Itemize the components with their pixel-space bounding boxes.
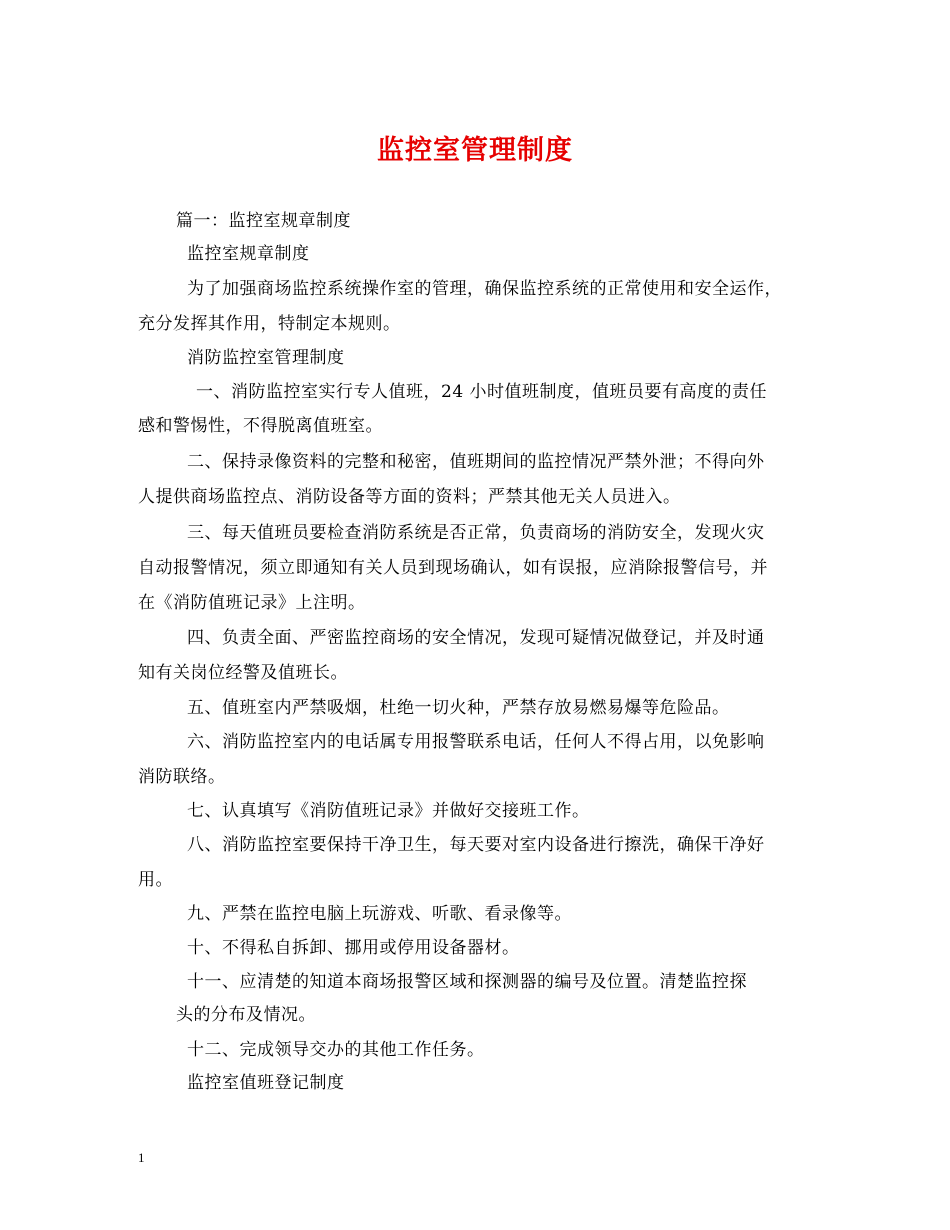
paragraph-line: 十一、应清楚的知道本商场报警区域和探测器的编号及位置。清楚监控探 <box>187 972 747 992</box>
paragraph-line: 为了加强商场监控系统操作室的管理，确保监控系统的正常使用和安全运作， <box>187 279 782 299</box>
subsection-heading: 监控室规章制度 <box>187 244 310 264</box>
section-heading: 篇一：监控室规章制度 <box>176 211 351 231</box>
paragraph-line: 四、负责全面、严密监控商场的安全情况，发现可疑情况做登记，并及时通 <box>187 628 765 648</box>
paragraph-line: 七、认真填写《消防值班记录》并做好交接班工作。 <box>187 801 590 821</box>
paragraph-line: 知有关岗位经警及值班长。 <box>138 663 348 683</box>
paragraph-line: 一、消防监控室实行专人值班，24 小时值班制度，值班员要有高度的责任 <box>196 382 768 402</box>
subsection-heading: 消防监控室管理制度 <box>187 348 345 368</box>
paragraph-line: 感和警惕性，不得脱离值班室。 <box>138 416 383 436</box>
paragraph-line: 十、不得私自拆卸、挪用或停用设备器材。 <box>187 938 520 958</box>
paragraph-line: 充分发挥其作用，特制定本规则。 <box>138 314 401 334</box>
page-number: 1 <box>138 1150 145 1165</box>
paragraph-line: 三、每天值班员要检查消防系统是否正常，负责商场的消防安全，发现火灾 <box>187 523 765 543</box>
paragraph-line: 自动报警情况，须立即通知有关人员到现场确认，如有误报，应消除报警信号，并 <box>138 558 768 578</box>
paragraph-line: 五、值班室内严禁吸烟，杜绝一切火种，严禁存放易燃易爆等危险品。 <box>187 698 730 718</box>
paragraph-line: 二、保持录像资料的完整和秘密，值班期间的监控情况严禁外泄；不得向外 <box>187 452 765 472</box>
paragraph-line: 用。 <box>138 870 173 890</box>
subsection-heading: 监控室值班登记制度 <box>187 1073 345 1093</box>
paragraph-line: 八、消防监控室要保持干净卫生，每天要对室内设备进行擦洗，确保干净好 <box>187 835 765 855</box>
paragraph-line: 六、消防监控室内的电话属专用报警联系电话，任何人不得占用，以免影响 <box>187 732 765 752</box>
paragraph-line: 在《消防值班记录》上注明。 <box>138 593 366 613</box>
paragraph-line: 九、严禁在监控电脑上玩游戏、听歌、看录像等。 <box>187 904 572 924</box>
paragraph-line: 十二、完成领导交办的其他工作任务。 <box>187 1040 485 1060</box>
document-title: 监控室管理制度 <box>377 135 573 166</box>
paragraph-line: 头的分布及情况。 <box>176 1005 316 1025</box>
paragraph-line: 消防联络。 <box>138 767 226 787</box>
paragraph-line: 人提供商场监控点、消防设备等方面的资料；严禁其他无关人员进入。 <box>138 487 681 507</box>
